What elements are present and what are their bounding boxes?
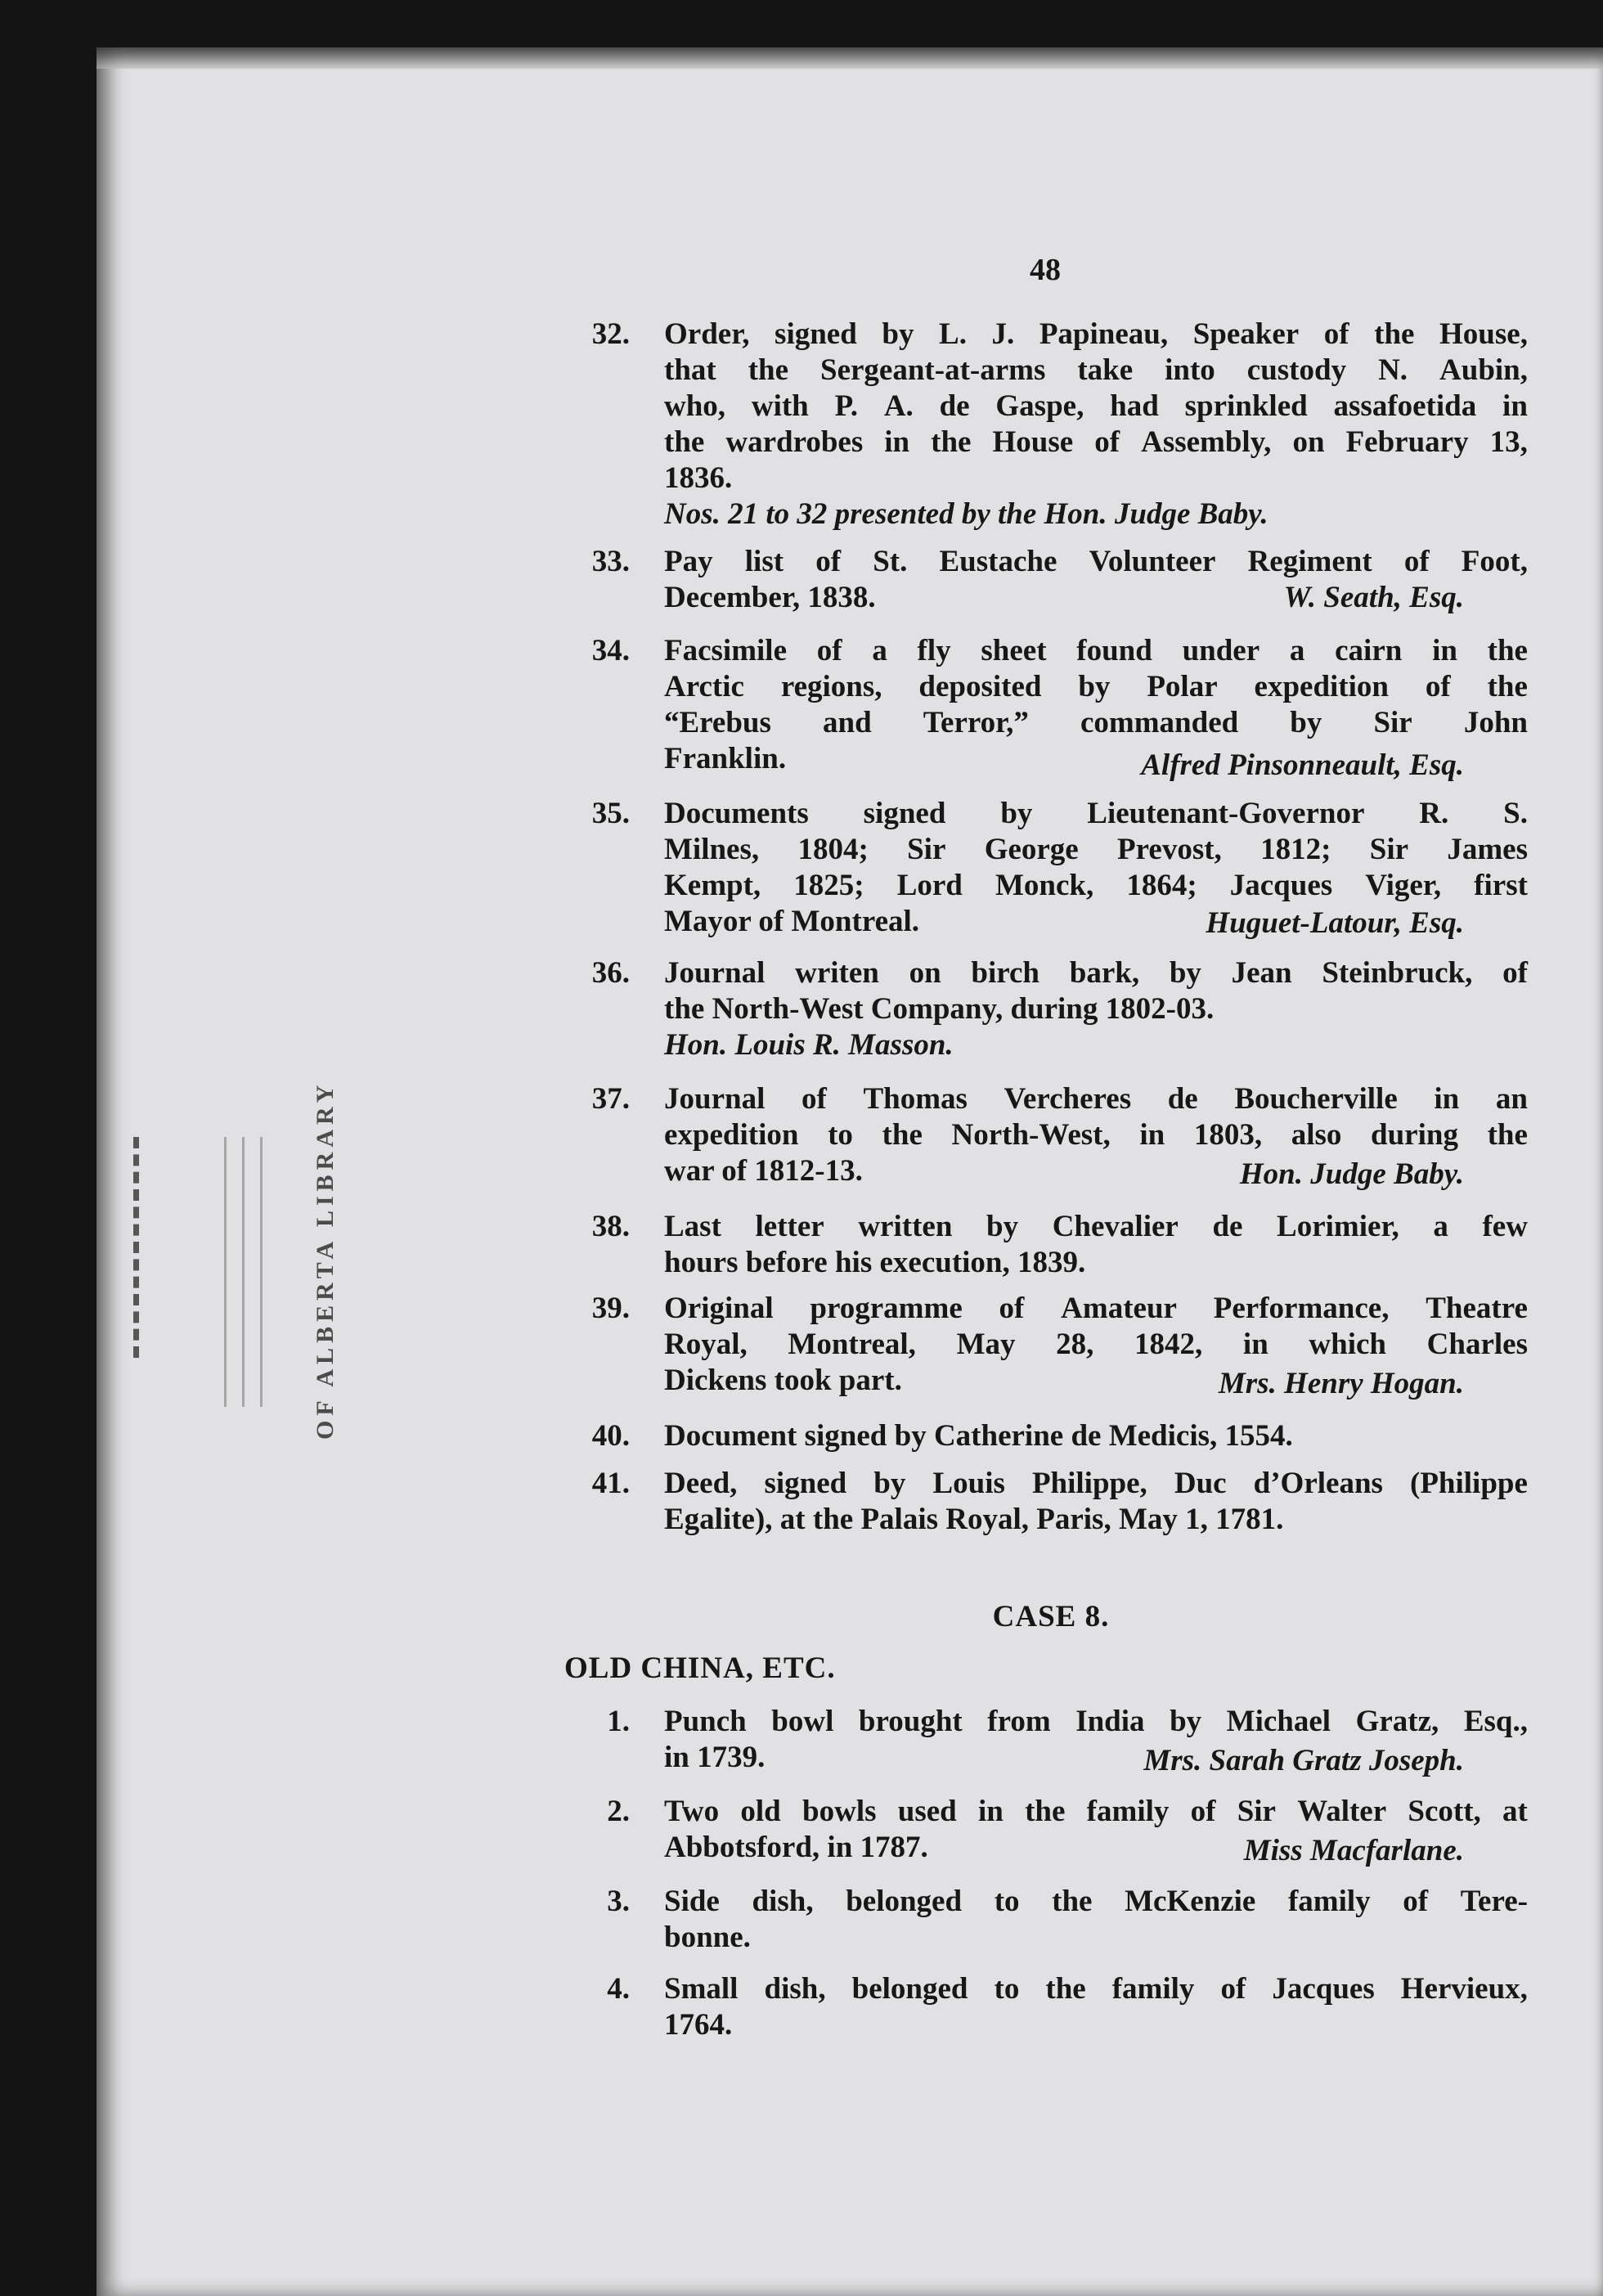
word: by [1290,706,1322,739]
word: Amateur [1061,1292,1177,1325]
word: Foot, [1461,545,1528,578]
word: February [1345,425,1469,459]
word: of [1323,317,1349,351]
word: Sir [1369,833,1409,866]
entry-credit: Hon. Louis R. Masson. [664,1028,954,1062]
word: Aubin, [1439,353,1528,387]
word: cairn [1335,634,1403,667]
word: first [1474,869,1528,902]
word: also [1291,1118,1342,1152]
entry-line [664,425,1528,461]
entry-line [664,832,1528,868]
word: signed [775,317,857,351]
word: by [873,1467,906,1500]
word: Order, [664,317,750,351]
entry-number: 39. [591,1292,630,1325]
section-heading: OLD CHINA, ETC. [564,1651,836,1685]
word: Scott, [1408,1795,1481,1828]
entry-33 [564,544,1546,616]
word: the [882,1118,923,1152]
word: 13, [1489,425,1528,459]
word: and [823,706,872,739]
word: of [802,1082,827,1116]
word: by [1000,797,1033,830]
word: 1864; [1126,869,1197,902]
word: 1825; [793,869,864,902]
entry-line: Document signed by Catherine de Medicis, 1554. [664,1419,1293,1453]
word: that [664,353,716,387]
word: Tere- [1460,1885,1528,1918]
word: birch [971,956,1040,990]
word: the [1487,670,1528,703]
word: Last [664,1210,721,1243]
word: of [1190,1795,1216,1828]
entry-line [664,1081,1528,1117]
word: in [1502,389,1528,423]
word: Journal [664,1082,766,1116]
entry-credit: Hon. Judge Baby. [1239,1157,1464,1191]
word: James [1447,833,1528,866]
word: few [1482,1210,1528,1243]
word: into [1165,353,1215,387]
word: in [1434,1082,1460,1116]
word: bowls [802,1795,877,1828]
entry-number: 1. [607,1705,630,1738]
entry-line [664,955,1528,991]
word: sprinkled [1184,389,1308,423]
word: Regiment [1247,545,1372,578]
word: signed [764,1467,847,1500]
word: Lieutenant-Governor [1087,797,1365,830]
word: A. [883,389,914,423]
word: Gratz, [1355,1705,1439,1738]
entry-line [664,705,1528,741]
word: Terror,” [923,706,1029,739]
word: Prevost, [1117,833,1222,866]
word: India [1075,1705,1145,1738]
word: family [1111,1972,1195,2006]
word: Volunteer [1089,545,1216,578]
word: George [984,833,1079,866]
word: St. [873,545,908,578]
word: Hervieux, [1400,1972,1528,2006]
word: the [1025,1795,1066,1828]
entry-credit: Nos. 21 to 32 presented by the Hon. Judge Baby. [664,497,1268,531]
word: the [748,353,789,387]
word: a [872,634,887,667]
word: the [931,425,972,459]
word: under [1182,634,1260,667]
entry-credit: Miss Macfarlane. [1243,1834,1464,1867]
entry-line: Mayor of Montreal. [664,905,920,938]
word: McKenzie [1125,1885,1256,1918]
word: who, [664,389,726,423]
word: S. [1503,797,1528,830]
entry-line [664,1209,1528,1245]
case-entry-1 [564,1704,1546,1776]
entry-credit: Alfred Pinsonneault, Esq. [1141,748,1464,782]
word: of [816,634,842,667]
word: bark, [1069,956,1140,990]
word: Polar [1147,670,1218,703]
word: de [1167,1082,1198,1116]
word: Performance, [1213,1292,1390,1325]
word: N. [1378,353,1408,387]
entry-credit: Huguet-Latour, Esq. [1206,906,1464,940]
entry-line [664,669,1528,705]
entry-line: Egalite), at the Palais Royal, Paris, May 1, 1781. [664,1503,1284,1536]
word: letter [755,1210,824,1243]
entry-line [664,1327,1528,1363]
word: expedition [664,1118,799,1152]
entry-number: 35. [591,797,630,830]
entry-number: 40. [591,1419,630,1453]
entry-line: in 1739. [664,1741,766,1774]
entry-line: bonne. [664,1921,751,1954]
word: Sir [1237,1795,1276,1828]
word: written [858,1210,953,1243]
entry-line: 1764. [664,2008,733,2042]
word: on [909,956,941,990]
page-number: 48 [1030,253,1061,287]
word: Arctic [664,670,744,703]
word: P. [834,389,859,423]
word: Punch [664,1705,747,1738]
word: in [1139,1118,1165,1152]
word: Louis [932,1467,1005,1500]
entry-number: 3. [607,1885,630,1918]
word: 1803, [1193,1118,1263,1152]
word: on [1292,425,1325,459]
word: the [664,425,705,459]
word: Sir [1373,706,1412,739]
word: belonged [851,1972,968,2006]
word: 1804; [797,833,869,866]
entry-line [664,1466,1528,1502]
word: of [999,1292,1025,1325]
word: Jacques [1229,869,1333,902]
word: Esq., [1463,1705,1528,1738]
word: sheet [981,634,1047,667]
word: Assembly, [1141,425,1272,459]
word: of [1502,956,1528,990]
entry-line [664,1794,1528,1830]
entry-line [664,317,1528,353]
word: a [1433,1210,1448,1243]
entry-number: 41. [591,1467,630,1500]
word: Side [664,1885,720,1918]
entry-35 [564,796,1546,940]
entry-39 [564,1291,1546,1399]
word: Lord [896,869,963,902]
entry-34 [564,633,1546,782]
word: dish, [752,1885,814,1918]
word: Kempt, [664,869,761,902]
word: belonged [846,1885,963,1918]
word: in [977,1795,1004,1828]
word: May [956,1328,1016,1361]
case-entry-3 [564,1884,1546,1956]
entry-37 [564,1081,1546,1189]
word: Two [664,1795,720,1828]
word: R. [1419,797,1449,830]
word: writen [795,956,879,990]
word: Eustache [939,545,1057,578]
entry-number: 33. [591,545,630,578]
word: fly [917,634,951,667]
entry-40 [564,1418,1546,1454]
word: expedition [1254,670,1389,703]
entry-line [664,544,1528,580]
word: to [994,1885,1020,1918]
entry-credit: Mrs. Henry Hogan. [1218,1367,1464,1400]
word: Boucherville [1234,1082,1398,1116]
entry-number: 32. [591,317,630,351]
word: House [992,425,1074,459]
word: Viger, [1365,869,1442,902]
word: Sir [907,833,946,866]
word: Philippe, [1031,1467,1147,1500]
word: Sergeant-at-arms [820,353,1046,387]
word: programme [810,1292,963,1325]
word: House, [1439,317,1528,351]
word: by [1078,670,1111,703]
word: of [1403,1885,1429,1918]
word: custody [1246,353,1347,387]
word: Thomas [863,1082,968,1116]
word: to [828,1118,853,1152]
word: the [1487,634,1528,667]
word: of [1220,1972,1246,2006]
word: had [1110,389,1159,423]
word: Original [664,1292,774,1325]
word: 1812; [1260,833,1331,866]
word: Jean [1231,956,1292,990]
word: John [1463,706,1528,739]
word: dish, [764,1972,826,2006]
word: d’Orleans [1253,1467,1383,1500]
word: Steinbruck, [1322,956,1473,990]
word: a [1289,634,1305,667]
word: Small [664,1972,739,2006]
word: North-West, [951,1118,1111,1152]
word: “Erebus [664,706,771,739]
entry-credit: W. Seath, Esq. [1283,581,1464,614]
word: to [994,1972,1020,2006]
entry-line: Dickens took part. [664,1364,902,1397]
entry-line [664,1884,1528,1920]
word: take [1077,353,1134,387]
word: J. [991,317,1015,351]
word: by [882,317,914,351]
word: L. [939,317,967,351]
entry-number: 37. [591,1082,630,1116]
entry-38 [564,1209,1546,1281]
word: bowl [771,1705,834,1738]
entry-line [664,1117,1528,1153]
word: Pay [664,545,713,578]
entry-number: 36. [591,956,630,990]
word: (Philippe [1410,1467,1528,1500]
entry-line [664,633,1528,669]
entry-line: Franklin. [664,742,787,775]
word: Deed, [664,1467,738,1500]
entry-36 [564,955,1546,1063]
entry-line [664,796,1528,832]
word: Chevalier [1052,1210,1179,1243]
word: by [986,1210,1019,1243]
word: Vercheres [1004,1082,1132,1116]
entry-line [664,1971,1528,2007]
entry-number: 34. [591,634,630,667]
word: deposited [918,670,1042,703]
word: family [1287,1885,1371,1918]
entry-line [664,389,1528,425]
library-stamp: OF ALBERTA LIBRARY [312,1080,339,1440]
word: 1842, [1134,1328,1203,1361]
case-entry-4 [564,1971,1546,2043]
entry-line: 1836. [664,461,733,495]
word: the [1487,1118,1528,1152]
word: brought [858,1705,963,1738]
word: from [987,1705,1051,1738]
entry-line: Abbotsford, in 1787. [664,1831,928,1864]
word: Documents [664,797,809,830]
word: Journal [664,956,766,990]
word: of [1094,425,1120,459]
entry-line [664,868,1528,904]
word: signed [863,797,946,830]
word: with [751,389,809,423]
word: Lorimier, [1277,1210,1399,1243]
word: of [1403,545,1430,578]
word: Royal, [664,1328,748,1361]
word: family [1086,1795,1170,1828]
word: commanded [1080,706,1239,739]
case-heading: CASE 8. [992,1600,1110,1633]
word: wardrobes [725,425,864,459]
entry-line [664,1704,1528,1740]
word: the [1052,1885,1093,1918]
entry-number: 2. [607,1795,630,1828]
word: an [1495,1082,1528,1116]
entry-line [664,1291,1528,1327]
word: Michael [1226,1705,1331,1738]
word: used [897,1795,957,1828]
word: assafoetida [1333,389,1477,423]
word: at [1502,1795,1528,1828]
word: Walter [1297,1795,1387,1828]
entry-line: hours before his execution, 1839. [664,1246,1086,1279]
word: old [740,1795,781,1828]
word: Jacques [1272,1972,1375,2006]
word: Duc [1174,1467,1227,1500]
entry-number: 38. [591,1210,630,1243]
word: de [939,389,970,423]
word: list [744,545,784,578]
word: the [1045,1972,1086,2006]
word: the [1374,317,1415,351]
entry-number: 4. [607,1972,630,2006]
entry-line: the North-West Company, during 1802-03. [664,992,1215,1026]
word: Montreal, [788,1328,916,1361]
entry-41 [564,1466,1546,1538]
word: Facsimile [664,634,788,667]
word: Papineau, [1039,317,1169,351]
word: by [1170,1705,1202,1738]
entry-line: war of 1812-13. [664,1154,863,1188]
word: in [884,425,910,459]
word: in [1242,1328,1268,1361]
word: which [1309,1328,1386,1361]
word: of [815,545,842,578]
word: 28, [1056,1328,1094,1361]
word: de [1212,1210,1243,1243]
case-entry-2 [564,1794,1546,1866]
word: Theatre [1426,1292,1528,1325]
entry-line [664,353,1528,389]
word: of [1425,670,1451,703]
word: Monck, [995,869,1094,902]
entry-line: December, 1838. [664,581,876,614]
word: in [1432,634,1457,667]
word: Charles [1426,1328,1528,1361]
word: Milnes, [664,833,760,866]
word: Gaspe, [995,389,1084,423]
entry-credit: Mrs. Sarah Gratz Joseph. [1143,1744,1464,1777]
entry-32 [564,317,1546,532]
word: by [1169,956,1201,990]
word: during [1371,1118,1458,1152]
word: regions, [780,670,882,703]
word: Speaker [1192,317,1300,351]
word: found [1076,634,1152,667]
